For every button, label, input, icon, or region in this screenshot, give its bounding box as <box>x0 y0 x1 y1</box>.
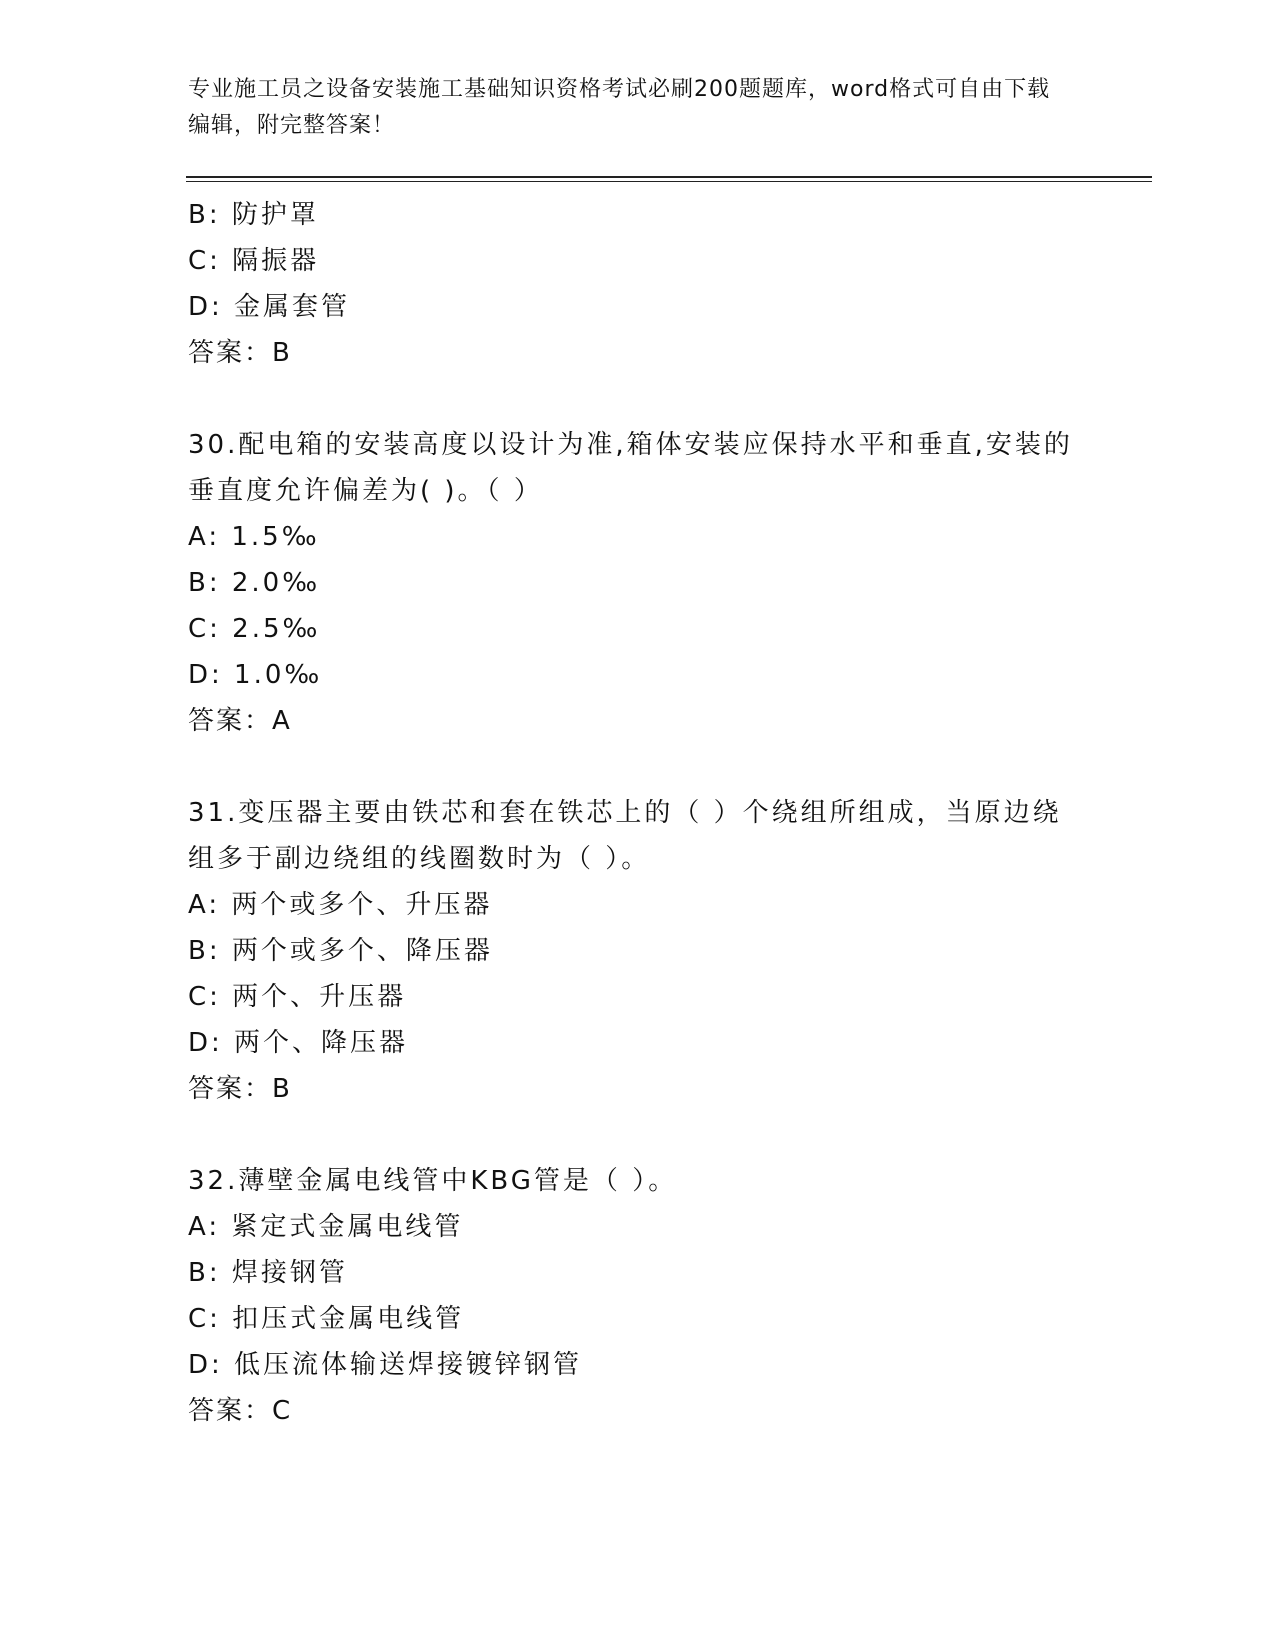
option-d: D: 两个、降压器 <box>188 1028 409 1058</box>
spacer <box>188 1112 1088 1158</box>
spacer <box>188 376 1088 422</box>
option-c: C: 隔振器 <box>188 246 320 276</box>
option-b: B: 2.0‰ <box>188 568 321 598</box>
question-stem: 30.配电箱的安装高度以设计为准,箱体安装应保持水平和垂直,安装的垂直度允许偏差为( )。（ ） <box>188 430 1073 506</box>
option-c: C: 两个、升压器 <box>188 982 407 1012</box>
option-a: A: 紧定式金属电线管 <box>188 1212 464 1242</box>
option-a: A: 1.5‰ <box>188 522 320 552</box>
option-b: B: 焊接钢管 <box>188 1258 348 1288</box>
question-stem: 32.薄壁金属电线管中KBG管是（ ）。 <box>188 1166 678 1196</box>
answer-line: 答案：A <box>188 706 292 736</box>
document-header: 专业施工员之设备安装施工基础知识资格考试必刷200题题库，word格式可自由下载编辑，附完整答案！ <box>188 77 1051 138</box>
option-b: B: 防护罩 <box>188 200 319 230</box>
question-30 <box>188 422 1088 744</box>
document-body <box>188 192 1088 1434</box>
option-c: C: 扣压式金属电线管 <box>188 1304 465 1334</box>
header-rule-thin <box>186 181 1152 182</box>
option-d: D: 低压流体输送焊接镀锌钢管 <box>188 1350 583 1380</box>
question-continuation <box>188 192 1088 376</box>
header-rule-thick <box>186 176 1152 178</box>
question-stem: 31.变压器主要由铁芯和套在铁芯上的（ ）个绕组所组成，当原边绕组多于副边绕组的线圈数时为（ ）。 <box>188 798 1062 874</box>
option-a: A: 两个或多个、升压器 <box>188 890 493 920</box>
question-32 <box>188 1158 1088 1434</box>
option-d: D: 金属套管 <box>188 292 351 322</box>
option-d: D: 1.0‰ <box>188 660 323 690</box>
spacer <box>188 744 1088 790</box>
answer-line: 答案：B <box>188 338 292 368</box>
answer-line: 答案：B <box>188 1074 292 1104</box>
answer-line: 答案：C <box>188 1396 293 1426</box>
option-b: B: 两个或多个、降压器 <box>188 936 493 966</box>
option-c: C: 2.5‰ <box>188 614 321 644</box>
question-31 <box>188 790 1088 1112</box>
